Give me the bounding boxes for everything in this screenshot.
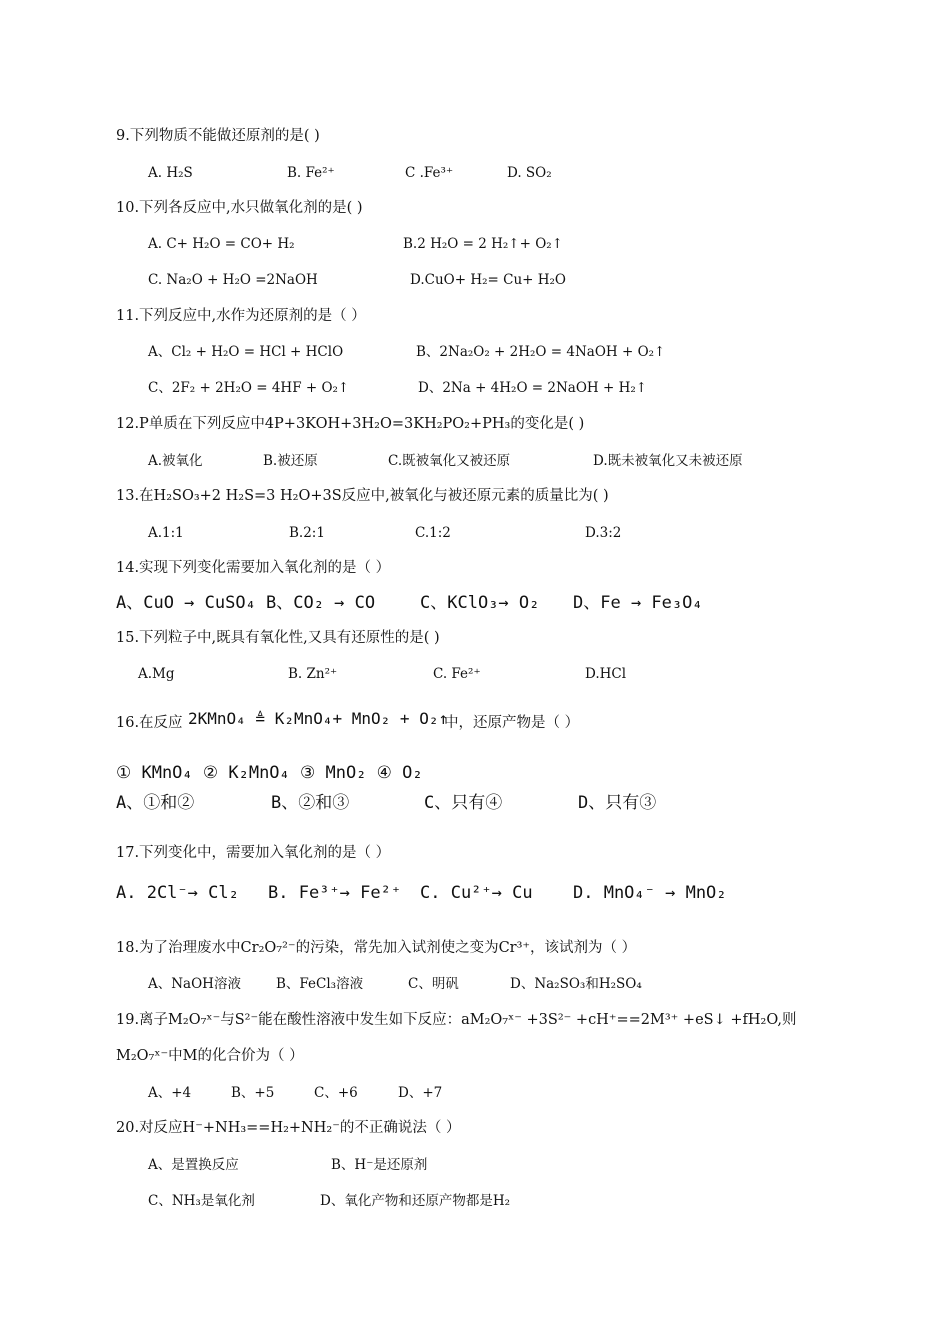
- q10-option-a: A. C+ H₂O = CO+ H₂: [148, 236, 295, 252]
- q19-stem-line1: 19.离子M₂O₇ˣ⁻与S²⁻能在酸性溶液中发生如下反应：aM₂O₇ˣ⁻ +3S²⁻ +cH⁺==2M³⁺ +eS↓ +fH₂O,则: [116, 1012, 797, 1028]
- q12-option-d: D.既未被氧化又未被还原: [593, 453, 743, 469]
- q12-stem: 12.P单质在下列反应中4P+3KOH+3H₂O=3KH₂PO₂+PH₃的变化是( ): [116, 416, 585, 432]
- q15-option-b: B. Zn²⁺: [288, 666, 338, 682]
- q11-option-b: B、2Na₂O₂ + 2H₂O = 4NaOH + O₂↑: [416, 344, 666, 360]
- q20-stem: 20.对反应H⁻+NH₃==H₂+NH₂⁻的不正确说法（ ）: [116, 1120, 461, 1136]
- q19-stem-line2: M₂O₇ˣ⁻中M的化合价为（ ）: [116, 1048, 304, 1064]
- q16-items: ① KMnO₄ ② K₂MnO₄ ③ MnO₂ ④ O₂: [116, 763, 423, 783]
- q18-option-a: A、NaOH溶液: [148, 976, 241, 992]
- q13-option-b: B.2:1: [289, 525, 325, 541]
- q11-option-a: A、Cl₂ + H₂O = HCl + HClO: [148, 344, 344, 360]
- q17-stem: 17.下列变化中，需要加入氧化剂的是（ ）: [116, 845, 391, 861]
- q16-stem-prefix: 16.在反应: [116, 715, 183, 731]
- q14-option-c: C、KClO₃→ O₂: [420, 593, 540, 613]
- q9-option-d: D. SO₂: [507, 165, 552, 181]
- q15-option-c: C. Fe²⁺: [433, 666, 481, 682]
- q16-option-b: B、②和③: [271, 793, 350, 813]
- q16-stem-suffix: 中，还原产物是（ ）: [444, 715, 580, 731]
- q17-option-a: A. 2Cl⁻→ Cl₂: [116, 883, 239, 903]
- q17-option-b: B. Fe³⁺→ Fe²⁺: [268, 883, 402, 903]
- q11-stem: 11.下列反应中,水作为还原剂的是（ ）: [116, 308, 366, 324]
- q11-option-c: C、2F₂ + 2H₂O = 4HF + O₂↑: [148, 380, 350, 396]
- q20-option-c: C、NH₃是氧化剂: [148, 1193, 255, 1209]
- q10-option-d: D.CuO+ H₂= Cu+ H₂O: [410, 272, 566, 288]
- q9-option-a: A. H₂S: [148, 165, 193, 181]
- q13-option-d: D.3:2: [585, 525, 622, 541]
- q19-option-b: B、+5: [231, 1085, 275, 1101]
- q19-option-d: D、+7: [398, 1085, 443, 1101]
- q20-option-a: A、是置换反应: [148, 1157, 239, 1173]
- q15-option-a: A.Mg: [138, 666, 175, 682]
- q13-stem: 13.在H₂SO₃+2 H₂S=3 H₂O+3S反应中,被氧化与被还原元素的质量比为( ): [116, 488, 609, 504]
- q9-option-b: B. Fe²⁺: [287, 165, 335, 181]
- q10-stem: 10.下列各反应中,水只做氧化剂的是( ): [116, 200, 363, 216]
- q11-option-d: D、2Na + 4H₂O = 2NaOH + H₂↑: [418, 380, 648, 396]
- q12-option-b: B.被还原: [263, 453, 318, 469]
- q16-option-a: A、①和②: [116, 793, 195, 813]
- q19-option-c: C、+6: [314, 1085, 358, 1101]
- q14-option-d: D、Fe → Fe₃O₄: [573, 593, 703, 613]
- q12-option-c: C.既被氧化又被还原: [388, 453, 511, 469]
- q18-option-b: B、FeCl₃溶液: [276, 976, 364, 992]
- q10-option-c: C. Na₂O + H₂O =2NaOH: [148, 272, 318, 288]
- q19-option-a: A、+4: [148, 1085, 192, 1101]
- q17-option-c: C. Cu²⁺→ Cu: [420, 883, 533, 903]
- q18-option-d: D、Na₂SO₃和H₂SO₄: [510, 976, 642, 992]
- q10-option-b: B.2 H₂O = 2 H₂↑+ O₂↑: [403, 236, 564, 252]
- q20-option-d: D、氧化产物和还原产物都是H₂: [320, 1193, 511, 1209]
- q16-equation: 2KMnO₄ ≜ K₂MnO₄+ MnO₂ + O₂↑: [188, 709, 449, 728]
- q15-stem: 15.下列粒子中,既具有氧化性,又具有还原性的是( ): [116, 630, 440, 646]
- q14-option-b: B、CO₂ → CO: [266, 593, 376, 613]
- q13-option-a: A.1:1: [148, 525, 184, 541]
- q12-option-a: A.被氧化: [148, 453, 203, 469]
- q17-option-d: D. MnO₄⁻ → MnO₂: [573, 883, 727, 903]
- q9-stem: 9.下列物质不能做还原剂的是( ): [116, 128, 320, 144]
- q18-option-c: C、明矾: [408, 976, 459, 992]
- q18-stem: 18.为了治理废水中Cr₂O₇²⁻的污染，常先加入试剂使之变为Cr³⁺，该试剂为（ ）: [116, 940, 637, 956]
- q14-option-a: A、CuO → CuSO₄: [116, 593, 256, 613]
- q9-option-c: C .Fe³⁺: [405, 165, 454, 181]
- q15-option-d: D.HCl: [585, 666, 627, 682]
- q16-option-d: D、只有③: [578, 793, 657, 813]
- q20-option-b: B、H⁻是还原剂: [331, 1157, 428, 1173]
- q14-stem: 14.实现下列变化需要加入氧化剂的是（ ）: [116, 560, 391, 576]
- q13-option-c: C.1:2: [415, 525, 451, 541]
- q16-option-c: C、只有④: [424, 793, 503, 813]
